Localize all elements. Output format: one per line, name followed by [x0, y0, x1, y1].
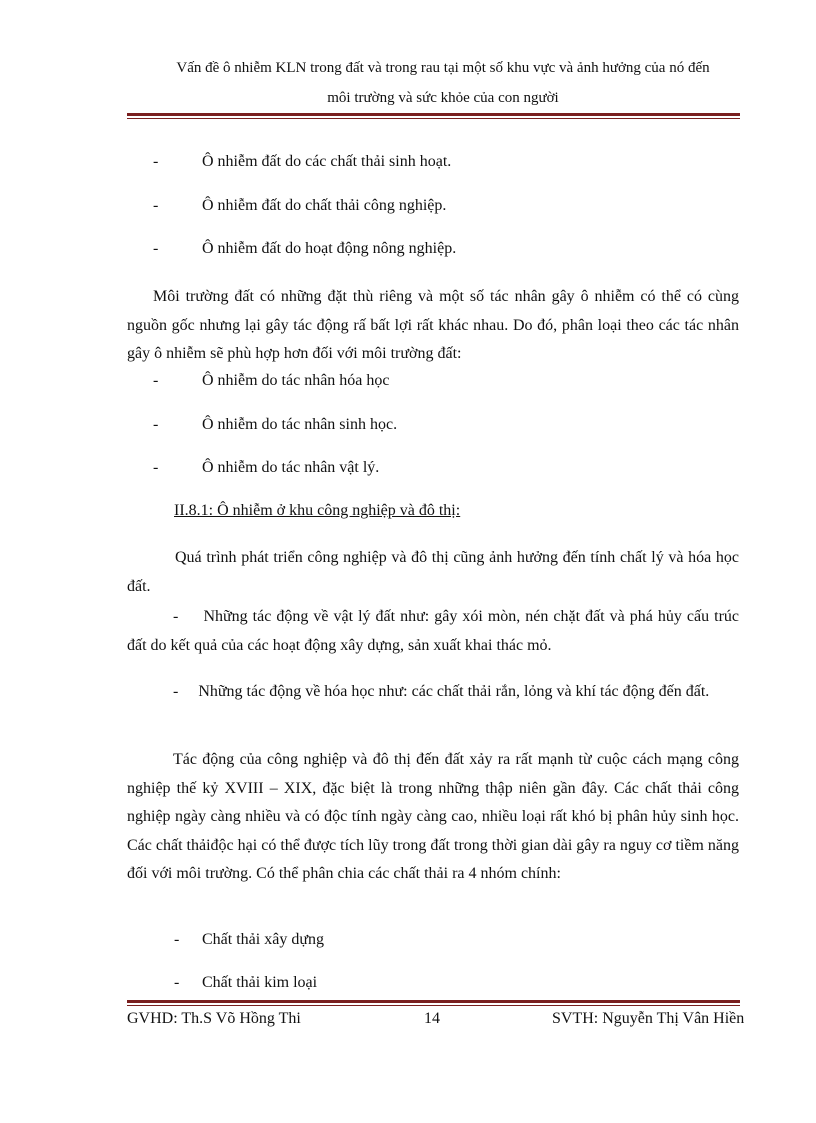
list-dash: -	[153, 197, 159, 214]
footer-student: SVTH: Nguyễn Thị Vân Hiền	[552, 1010, 745, 1027]
footer-rule	[127, 1000, 740, 1006]
list-dash: -	[173, 608, 179, 625]
paragraph	[127, 678, 739, 707]
list-item: Ô nhiễm đất do các chất thải sinh hoạt.	[202, 153, 452, 170]
paragraph: Tác động của công nghiệp và đô thị đến đất xảy ra rất mạnh từ cuộc cách mạng công nghiệp thế kỷ XVIII – XIX, đặc biệt là trong những thập niên gần đây. Các chất thải công nghiệp ngày càng nhiều và có độc tính ngày càng cao, nhiều loại rất khó bị phân hủy sinh học. Các chất thảiđộc hại có thể được tích lũy trong đất trong thời gian dài gây ra nguy cơ tiềm năng đối với môi trường. Có thể phân chia các chất thải ra 4 nhóm chính:	[127, 751, 739, 882]
page-number: 14	[424, 1010, 440, 1027]
paragraph: Quá trình phát triển công nghiệp và đô thị cũng ảnh hưởng đến tính chất lý và hóa học đất.	[127, 549, 739, 595]
list-dash: -	[173, 683, 179, 700]
list-item: Ô nhiễm đất do hoạt động nông nghiệp.	[202, 240, 457, 257]
header-line-1: Vấn đề ô nhiễm KLN trong đất và trong rau tại một số khu vực và ảnh hưởng của nó đến	[176, 60, 710, 76]
list-item: Ô nhiễm do tác nhân vật lý.	[202, 459, 380, 476]
list-dash: -	[174, 931, 180, 948]
running-header	[110, 53, 776, 113]
list-item: Ô nhiễm do tác nhân sinh học.	[202, 416, 398, 433]
footer-advisor: GVHD: Th.S Võ Hồng Thi	[127, 1010, 301, 1027]
header-line-2: môi trường và sức khỏe của con người	[327, 90, 559, 106]
list-item: Những tác động về vật lý đất như: gây xói mòn, nén chặt đất và phá hủy cấu trúc đất do kết quả của các hoạt động xây dựng, sản xuất khai thác mỏ.	[127, 608, 740, 654]
paragraph	[127, 603, 739, 660]
list-item: Ô nhiễm đất do chất thải công nghiệp.	[202, 197, 447, 214]
section-heading: II.8.1: Ô nhiễm ở khu công nghiệp và đô thị:	[174, 502, 461, 519]
list-item: Chất thải xây dựng	[202, 931, 324, 948]
list-dash: -	[153, 372, 159, 389]
list-dash: -	[153, 459, 159, 476]
list-dash: -	[153, 416, 159, 433]
list-item: Chất thải kim loại	[202, 974, 318, 991]
list-dash: -	[174, 974, 180, 991]
list-item: Những tác động về hóa học như: các chất thải rắn, lỏng và khí tác động đến đất.	[198, 683, 710, 700]
list-dash: -	[153, 153, 159, 170]
list-item: Ô nhiễm do tác nhân hóa học	[202, 372, 390, 389]
list-dash: -	[153, 240, 159, 257]
paragraph: Môi trường đất có những đặt thù riêng và một số tác nhân gây ô nhiễm có thể có cùng nguồn gốc nhưng lại gây tác động rấ bất lợi rất khác nhau. Do đó, phân loại theo các tác nhân gây ô nhiễm sẽ phù hợp hơn đối với môi trường đất:	[127, 288, 739, 362]
header-rule	[127, 113, 740, 119]
